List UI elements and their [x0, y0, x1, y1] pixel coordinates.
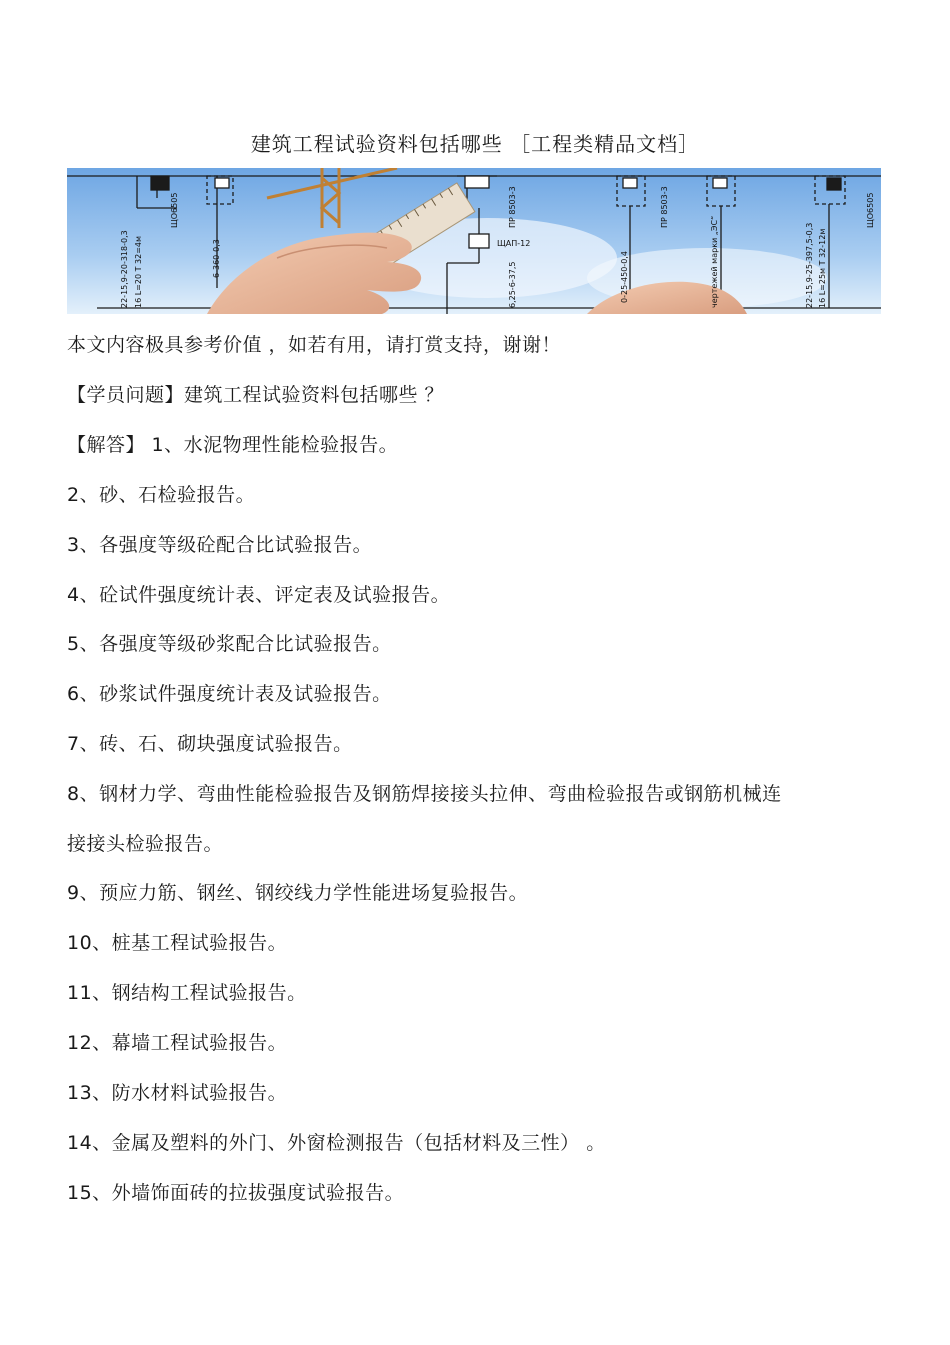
list-item: 5、各强度等级砂浆配合比试验报告。 [67, 633, 392, 655]
list-item: 13、防水材料试验报告。 [67, 1082, 288, 1104]
list-item: 4、砼试件强度统计表、评定表及试验报告。 [67, 584, 451, 606]
banner-label: 0-25-450-0,4 [620, 251, 629, 303]
list-item: 11、钢结构工程试验报告。 [67, 982, 307, 1004]
banner-label: ЩО6505 [866, 192, 875, 228]
list-item: 14、金属及塑料的外门、外窗检测报告（包括材料及三性） 。 [67, 1132, 606, 1154]
svg-text:16 L=25м T 32-12м: 16 L=25м T 32-12м [818, 228, 827, 308]
banner-label: ЩО6505 [170, 192, 179, 228]
notice-text: 本文内容极具参考价值 ，如若有用，请打赏支持，谢谢！ [67, 334, 562, 356]
list-item-continuation: 接接头检验报告。 [67, 833, 224, 855]
banner-label: ПР 8503-3 [508, 186, 517, 228]
list-item: 10、桩基工程试验报告。 [67, 932, 288, 954]
svg-text:22-15,9-20-318-0,3: 22-15,9-20-318-0,3 [120, 230, 129, 308]
list-item: 15、外墙饰面砖的拉拔强度试验报告。 [67, 1182, 405, 1204]
answer-intro: 【解答】 1、水泥物理性能检验报告。 [67, 434, 399, 456]
question-text: 【学员问题】建筑工程试验资料包括哪些 ？ [67, 384, 445, 406]
svg-text:22-15,9-25-397,5-0,3: 22-15,9-25-397,5-0,3 [805, 222, 814, 308]
list-item: 12、幕墙工程试验报告。 [67, 1032, 288, 1054]
list-item: 8、钢材力学、弯曲性能检验报告及钢筋焊接接头拉伸、弯曲检验报告或钢筋机械连 [67, 783, 782, 805]
banner-label: ЩАП-12 [497, 239, 531, 248]
list-item: 9、预应力筋、钢丝、钢绞线力学性能进场复验报告。 [67, 882, 529, 904]
banner-label: 6-360-0,3 [212, 239, 221, 278]
banner-label: чертежей марки „ЭС“ [710, 215, 719, 308]
list-item: 6、砂浆试件强度统计表及试验报告。 [67, 683, 392, 705]
list-item: 2、砂、石检验报告。 [67, 484, 256, 506]
banner-label: ПР 8503-3 [660, 186, 669, 228]
list-item: 3、各强度等级砼配合比试验报告。 [67, 534, 373, 556]
document-title: 建筑工程试验资料包括哪些 ［工程类精品文档］ [250, 132, 700, 156]
list-item: 7、砖、石、砌块强度试验报告。 [67, 733, 353, 755]
banner-image [67, 168, 881, 314]
svg-text:16 L=20 T 32=4м: 16 L=20 T 32=4м [134, 235, 143, 308]
svg-text:6,25-6-37,5: 6,25-6-37,5 [508, 261, 517, 308]
